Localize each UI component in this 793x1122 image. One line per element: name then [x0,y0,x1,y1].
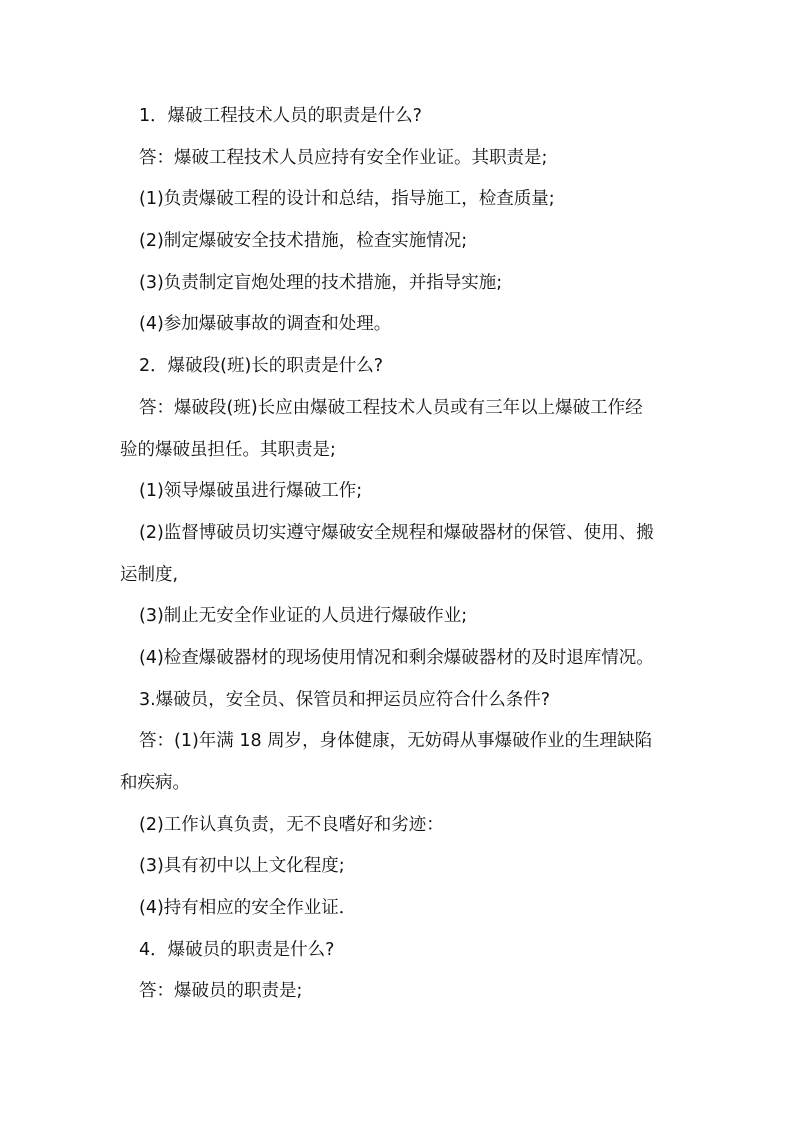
answer-1-item-3: (3)负责制定盲炮处理的技术措施，并指导实施; [139,272,503,293]
answer-2-intro-continued: 验的爆破虽担任。其职责是; [120,439,336,460]
answer-3-item-1: 答：(1)年满 18 周岁，身体健康，无妨碍从事爆破作业的生理缺陷 [139,731,653,752]
answer-2-item-1: (1)领导爆破虽进行爆破工作; [139,481,363,502]
answer-3-item-3: (3)具有初中以上文化程度; [139,856,345,877]
answer-1-item-2: (2)制定爆破安全技术措施，检查实施情况; [139,231,468,252]
answer-2-item-2-continued: 运制度, [120,564,179,585]
answer-1-item-1: (1)负责爆破工程的设计和总结，指导施工，检查质量; [139,189,555,210]
answer-2-item-4: (4)检查爆破器材的现场使用情况和剩余爆破器材的及时退库情况。 [139,647,654,668]
answer-3-item-1-continued: 和疾病。 [120,773,190,793]
question-4-heading: 4．爆破员的职责是什么? [139,939,335,960]
answer-3-item-4: (4)持有相应的安全作业证． [139,898,357,919]
question-3-heading: 3.爆破员，安全员、保管员和押运员应符合什么条件? [139,689,550,710]
answer-3-item-2: (2)工作认真负责，无不良嗜好和劣迹： [139,814,444,835]
answer-2-item-2: (2)监督博破员切实遵守爆破安全规程和爆破器材的保管、使用、搬 [139,522,654,543]
answer-2-intro: 答：爆破段(班)长应由爆破工程技术人员或有三年以上爆破工作经 [139,397,643,418]
document-body [120,96,680,1013]
answer-4-intro: 答：爆破员的职责是; [139,981,303,1002]
answer-1-item-4: (4)参加爆破事故的调查和处理。 [139,314,392,335]
question-1-heading: 1．爆破工程技术人员的职责是什么? [139,106,422,126]
question-2-heading: 2．爆破段(班)长的职责是什么? [139,356,384,377]
answer-2-item-3: (3)制止无安全作业证的人员进行爆破作业; [139,606,468,627]
answer-1-intro: 答：爆破工程技术人员应持有安全作业证。其职责是; [139,147,548,168]
